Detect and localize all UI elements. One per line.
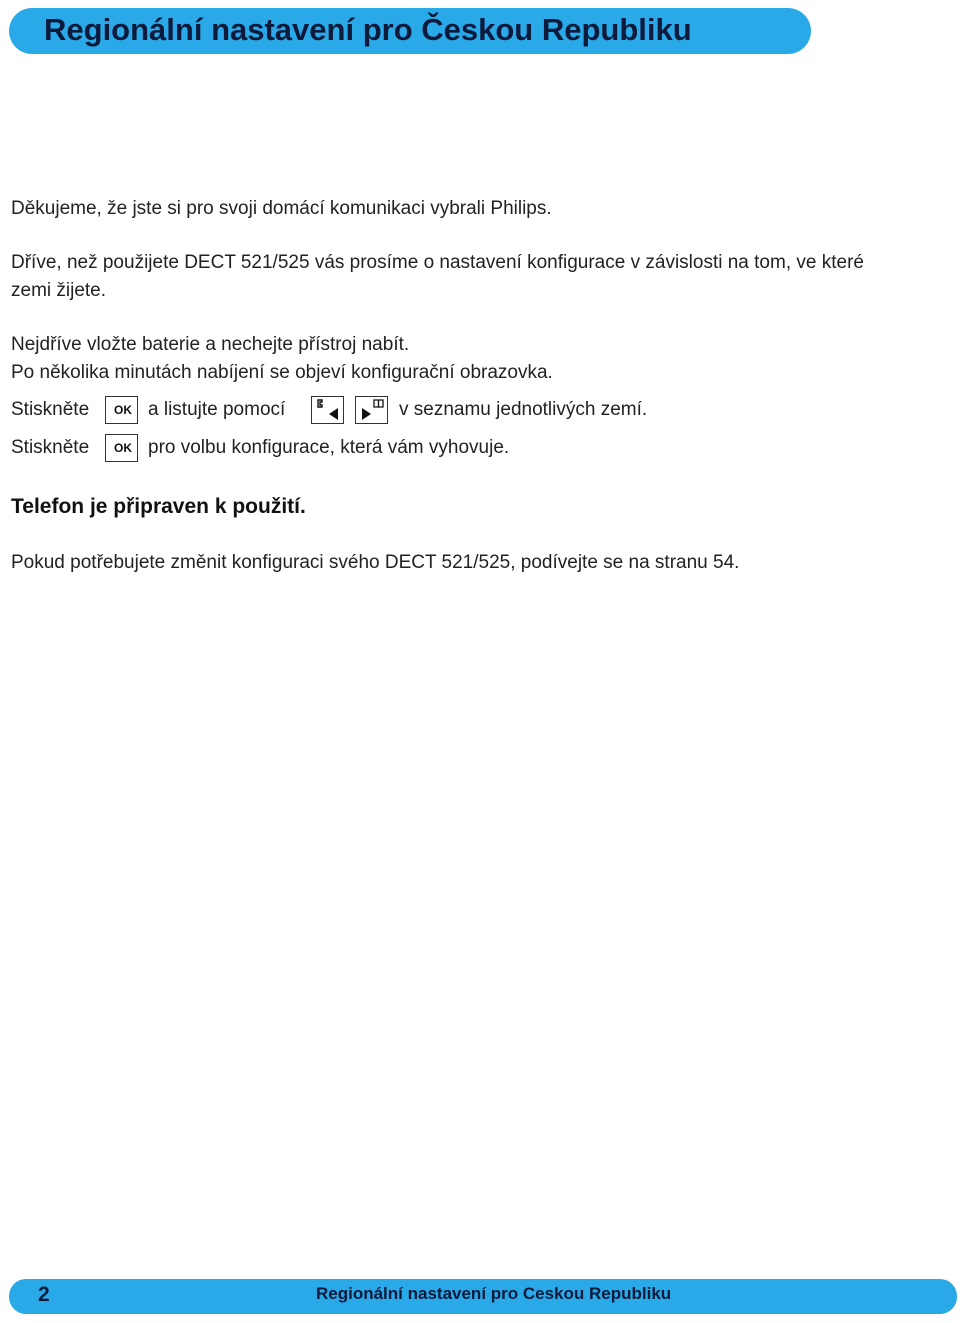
book-right-arrow-key-icon [355, 396, 388, 424]
svg-text:OK: OK [114, 441, 132, 455]
svg-text:OK: OK [114, 403, 132, 417]
page-title: Regionální nastavení pro Českou Republiku [44, 12, 692, 47]
thanks-text: Děkujeme, že jste si pro svoji domácí komunikaci vybrali Philips. [11, 198, 552, 219]
change-config-text: Pokud potřebujete změnit konfiguraci svého DECT 521/525, podívejte se na stranu 54. [11, 552, 740, 573]
ok-key-icon [105, 434, 138, 462]
ready-heading: Telefon je připraven k použití. [11, 495, 306, 518]
footer-title: Regionální nastavení pro Ceskou Republiku [316, 1284, 672, 1303]
page-number: 2 [38, 1283, 50, 1306]
ok-key-icon [105, 396, 138, 424]
step1-end-label: v seznamu jednotlivých zemí. [399, 399, 648, 420]
step-browse-countries [11, 394, 711, 426]
ok-glyph [106, 435, 136, 460]
config-screen-text: Po několika minutách nabíjení se objeví konfigurační obrazovka. [11, 362, 553, 383]
before-use-text-line1: Dříve, než použijete DECT 521/525 vás prosíme o nastavení konfigurace v závislosti na tom, ve které [11, 252, 864, 273]
step1-press-label: Stiskněte [11, 399, 90, 420]
insert-batteries-text: Nejdříve vložte baterie a nechejte přístroj nabít. [11, 334, 410, 355]
phone-left-arrow-key-icon [311, 396, 344, 424]
step-select-config [11, 432, 711, 464]
ok-glyph [106, 397, 136, 422]
before-use-text-line2: zemi žijete. [11, 280, 107, 301]
step1-middle-label: a listujte pomocí [148, 399, 286, 420]
step2-press-label: Stiskněte [11, 437, 90, 458]
step2-end-label: pro volbu konfigurace, která vám vyhovuje. [148, 437, 510, 458]
